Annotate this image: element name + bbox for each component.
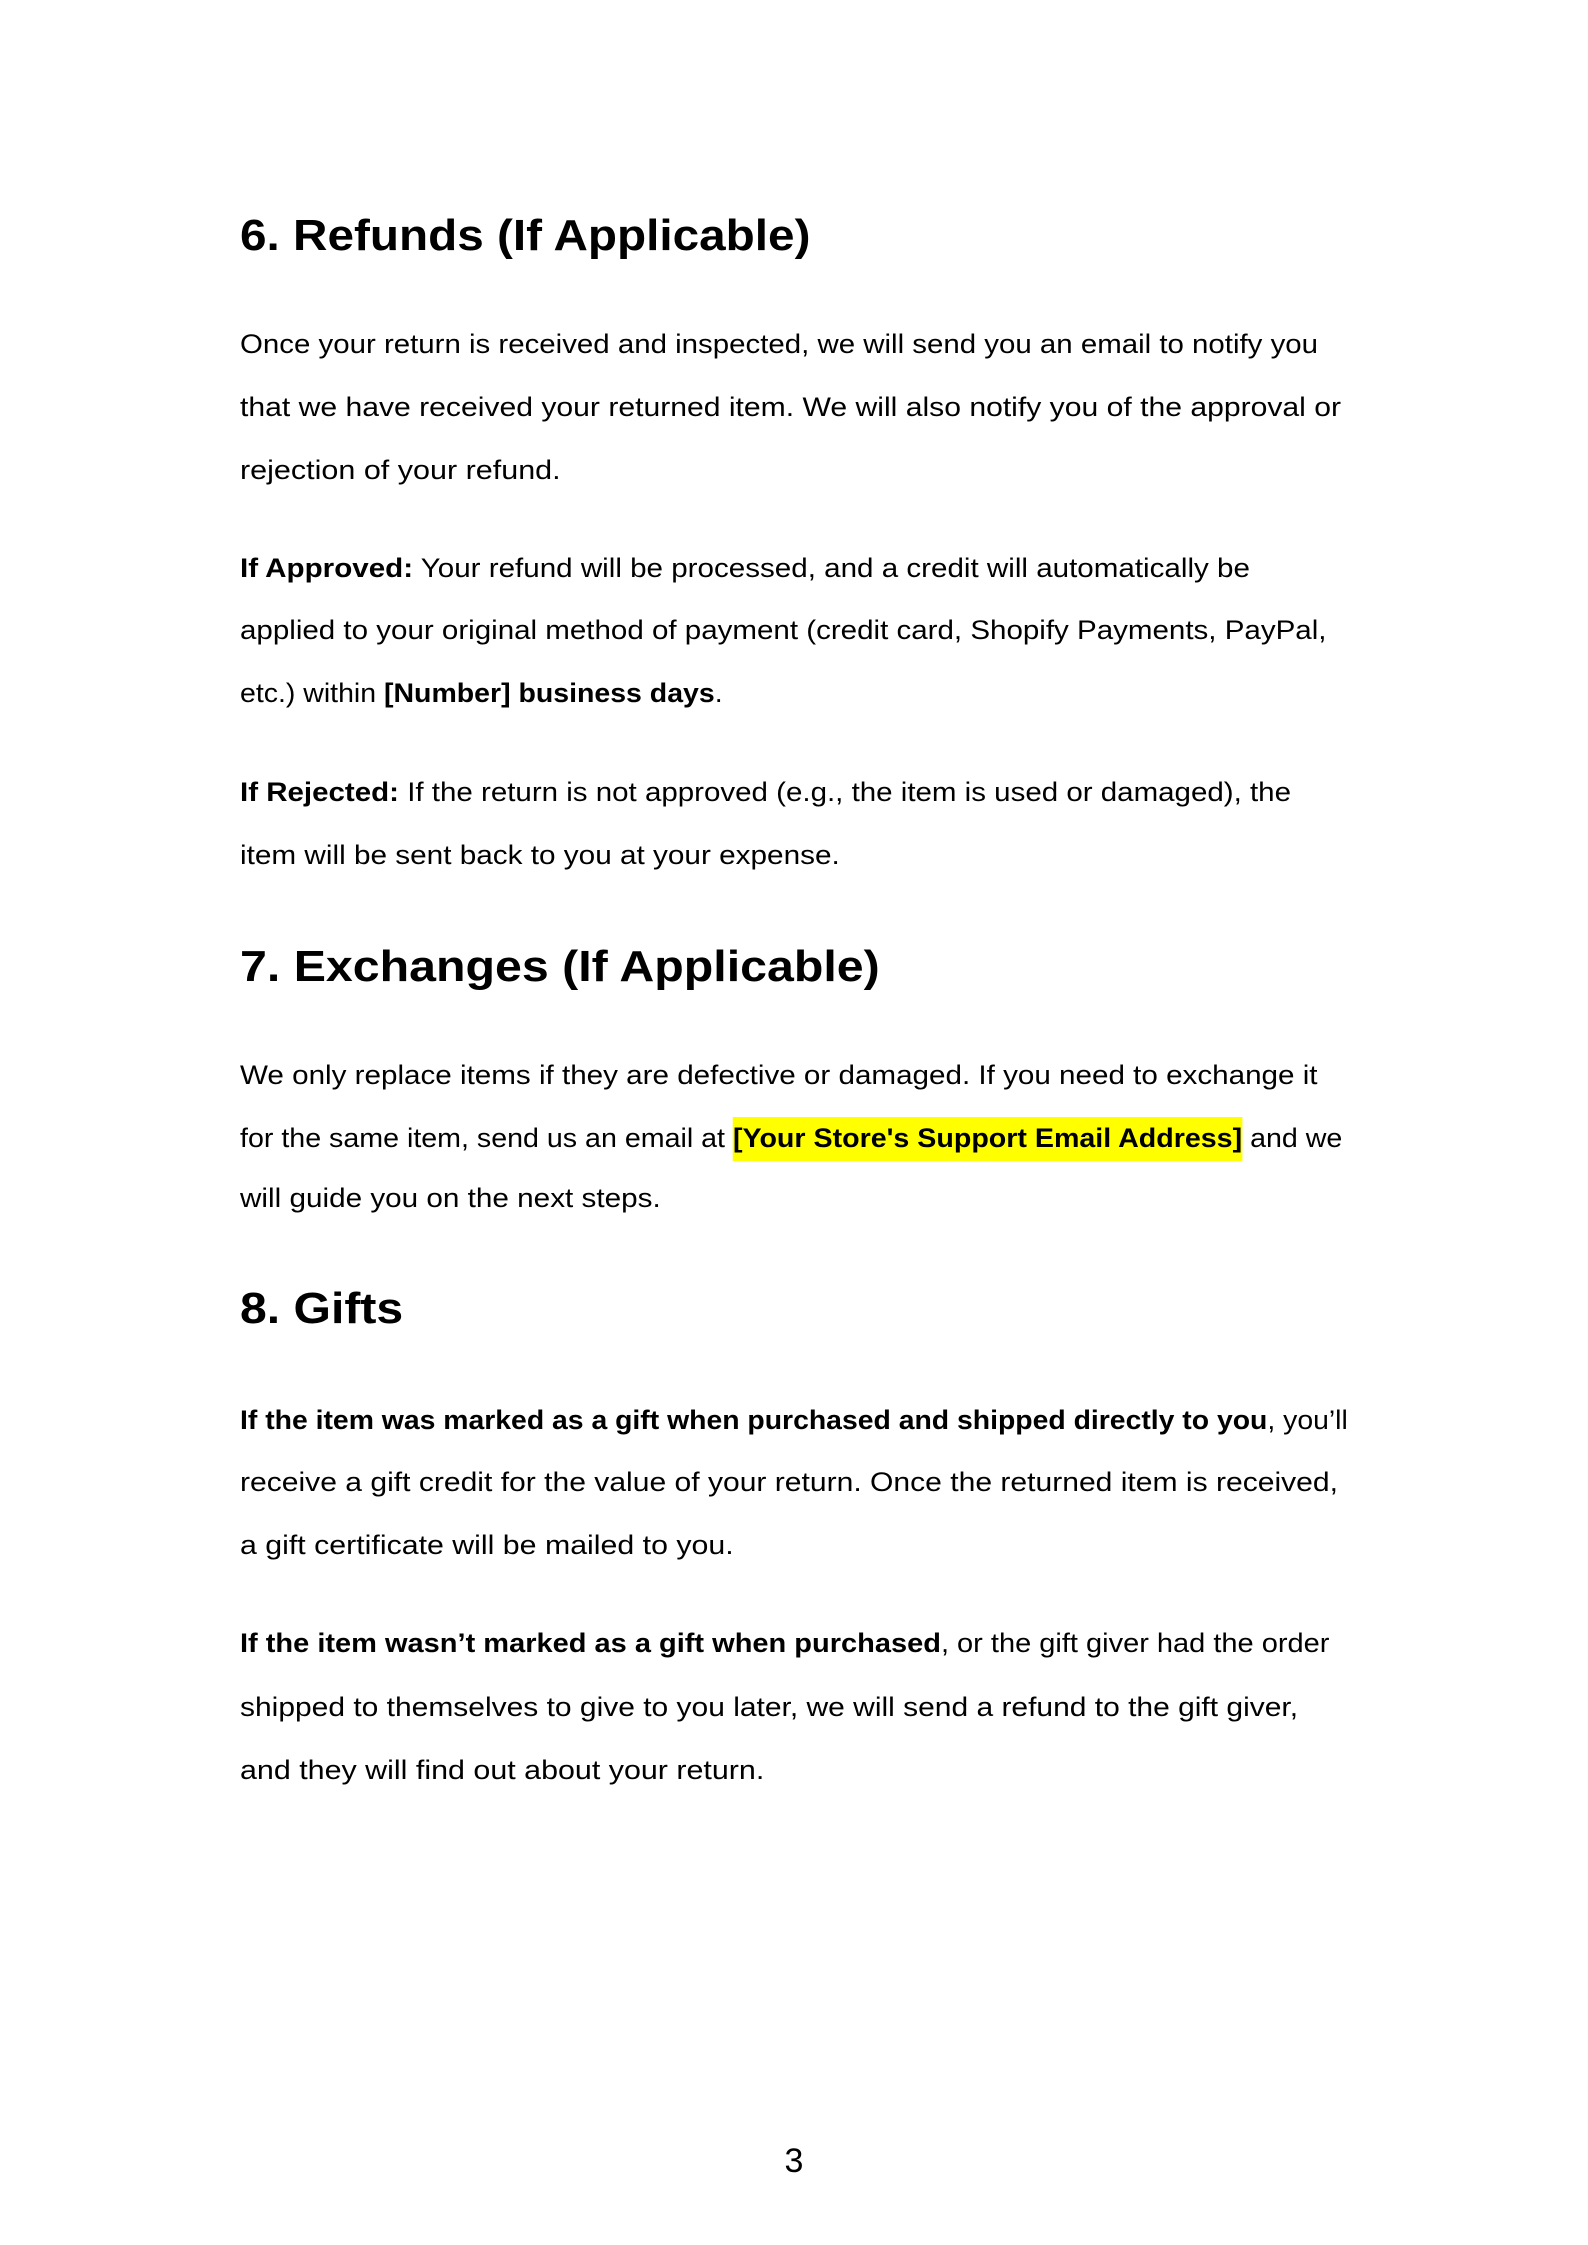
line-text: item will be sent back to you at your expense.	[240, 839, 840, 870]
paragraph-line	[240, 839, 840, 870]
line-text: receive a gift credit for the value of your return. Once the returned item is received,	[240, 1466, 1338, 1497]
business-days-placeholder: [Number] business days	[384, 677, 715, 708]
approved-paragraph-line	[240, 552, 1250, 583]
rejected-label: If Rejected:	[240, 776, 400, 807]
line-text: for the same item, send us an email at	[240, 1122, 733, 1153]
line-text: rejection of your refund.	[240, 454, 561, 485]
paragraph-line	[240, 1404, 1348, 1435]
line-text: shipped to themselves to give to you later, we will send a refund to the gift giver,	[240, 1691, 1299, 1722]
section-heading-refunds: 6. Refunds (If Applicable)	[240, 211, 811, 261]
section-heading-exchanges: 7. Exchanges (If Applicable)	[240, 942, 880, 992]
paragraph-line	[240, 391, 1342, 422]
paragraph-line	[240, 1691, 1299, 1722]
line-text: , you’ll	[1267, 1404, 1348, 1435]
line-text: etc.) within	[240, 677, 385, 708]
line-text: and they will find out about your return.	[240, 1754, 765, 1785]
line-text: Once your return is received and inspected, we will send you an email to notify you	[240, 328, 1319, 359]
support-email-placeholder: [Your Store's Support Email Address]	[733, 1117, 1242, 1161]
paragraph-line	[240, 1466, 1338, 1497]
section-heading-gifts: 8. Gifts	[240, 1284, 404, 1334]
line-text: will guide you on the next steps.	[240, 1182, 661, 1213]
rejected-paragraph-line	[240, 776, 1291, 807]
paragraph-line	[240, 1529, 734, 1560]
paragraph-line	[240, 614, 1327, 645]
line-text: We only replace items if they are defective or damaged. If you need to exchange it	[240, 1059, 1318, 1090]
paragraph-line	[240, 454, 561, 485]
line-text: applied to your original method of payment (credit card, Shopify Payments, PayPal,	[240, 614, 1327, 645]
paragraph-line	[240, 328, 1319, 359]
line-text: .	[714, 677, 723, 708]
paragraph-line	[240, 1182, 661, 1213]
paragraph-line	[240, 1754, 765, 1785]
line-text: a gift certificate will be mailed to you.	[240, 1529, 734, 1560]
gift-marked-label: If the item was marked as a gift when purchased and shipped directly to you	[240, 1404, 1268, 1435]
line-text: that we have received your returned item. We will also notify you of the approval or	[240, 391, 1342, 422]
line-text: If the return is not approved (e.g., the item is used or damaged), the	[399, 776, 1291, 807]
line-text: Your refund will be processed, and a credit will automatically be	[413, 552, 1250, 583]
gift-not-marked-label: If the item wasn’t marked as a gift when purchased	[240, 1627, 941, 1658]
line-text: and we	[1242, 1122, 1343, 1153]
paragraph-line	[240, 677, 723, 708]
approved-label: If Approved:	[240, 552, 414, 583]
page-number: 3	[784, 2141, 804, 2180]
paragraph-line	[240, 1122, 1343, 1153]
paragraph-line	[240, 1059, 1318, 1090]
line-text: , or the gift giver had the order	[940, 1627, 1330, 1658]
paragraph-line	[240, 1627, 1330, 1658]
